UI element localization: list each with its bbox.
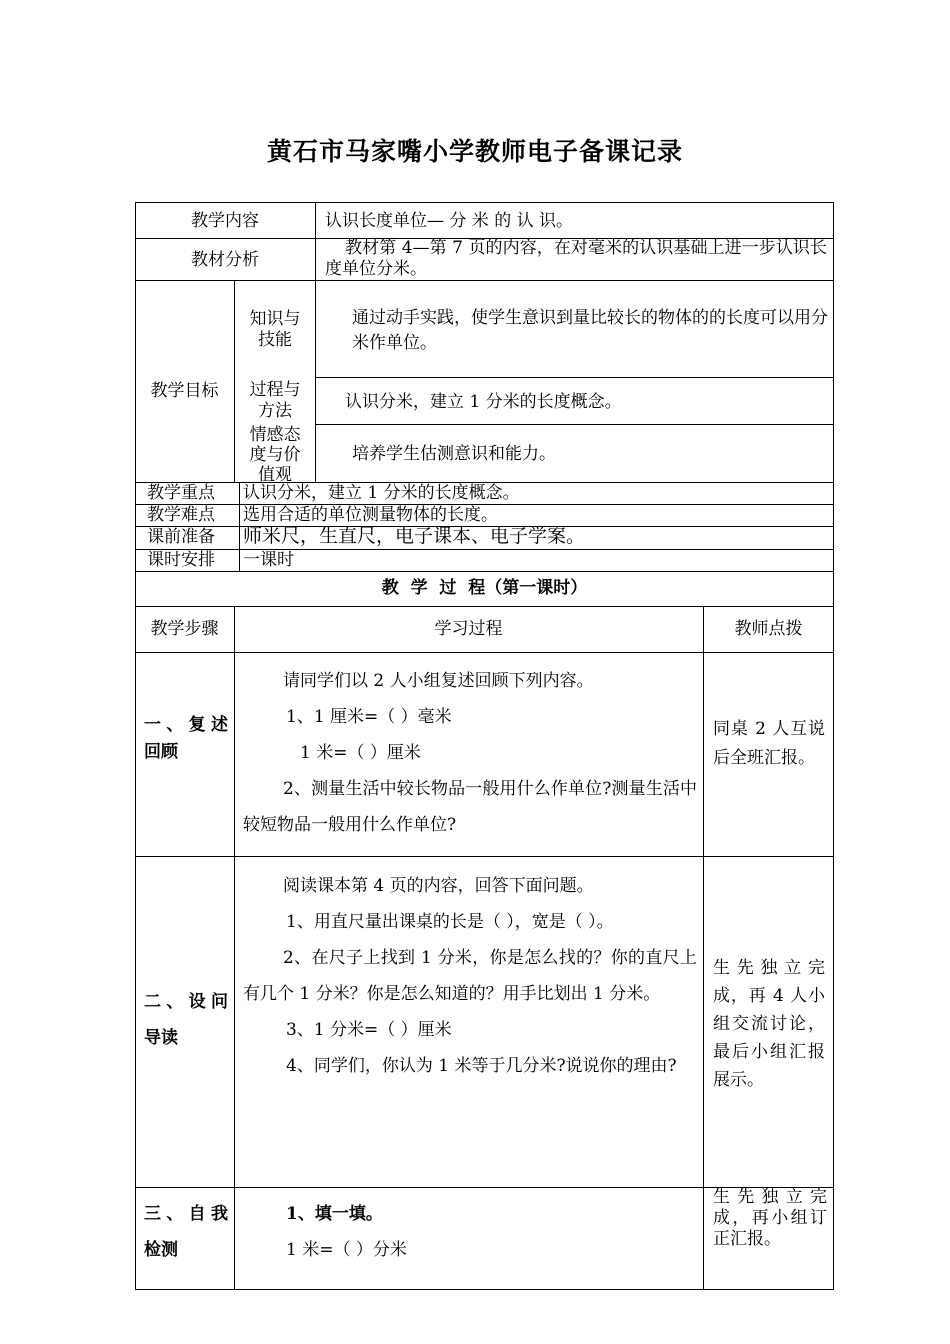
list-item: 1、填一填。 <box>286 1204 383 1224</box>
goal-process-label: 过程与方法 <box>249 380 301 421</box>
list-item: 4、同学们，你认为 1 米等于几分米?说说你的理由? <box>286 1056 677 1076</box>
difficulty-value: 选用合适的单位测量物体的长度。 <box>243 505 498 525</box>
list-item: 请同学们以 2 人小组复述回顾下列内容。 <box>283 671 594 691</box>
learning-review <box>243 663 697 843</box>
note-self-check: 生先独立完成，再小组订正汇报。 <box>713 1187 827 1249</box>
content-label: 教学内容 <box>191 211 259 231</box>
list-item: 1 米=（ ）厘米 <box>300 743 421 763</box>
list-item: 1、1 厘米=（ ）毫米 <box>286 707 452 727</box>
goal-knowledge-text: 通过动手实践，使学生意识到量比较长的物体的的长度可以用分米作单位。 <box>352 308 828 353</box>
note-guided-reading: 生先独立完成，再 4 人小组交流讨论，最后小组汇报展示。 <box>713 958 825 1090</box>
note-review: 同桌 2 人互说后全班汇报。 <box>713 719 825 768</box>
learning-self-check <box>243 1196 697 1268</box>
step-self-check: 三、自我检测 <box>144 1204 228 1260</box>
key-value: 认识分米，建立 1 分米的长度概念。 <box>243 483 520 503</box>
learning-guided-reading <box>243 868 697 1084</box>
difficulty-label: 教学难点 <box>147 505 215 525</box>
key-label: 教学重点 <box>147 483 215 503</box>
process-heading: 教 学 过 程（第一课时） <box>381 578 588 598</box>
document-title: 黄石市马家嘴小学教师电子备课记录 <box>266 137 683 166</box>
col-teacher-header: 教师点拨 <box>734 619 803 639</box>
list-item: 2、在尺子上找到 1 分米，你是怎么找的？你的直尺上有几个 1 分米？你是怎么知道的？用手比划出 1 分米。 <box>243 948 697 1004</box>
analysis-label: 教材分析 <box>191 250 259 270</box>
list-item: 1、用直尺量出课桌的长是（ ），宽是（ ）。 <box>286 912 614 932</box>
step-guided-reading: 二、设问导读 <box>144 992 228 1048</box>
content-value: 认识长度单位— 分 米 的 认 识。 <box>325 211 574 231</box>
analysis-value: 教材第 4—第 7 页的内容，在对毫米的认识基础上进一步认识长度单位分米。 <box>325 238 827 279</box>
goal-knowledge-label: 知识与技能 <box>249 309 301 350</box>
goal-process-text: 认识分米，建立 1 分米的长度概念。 <box>345 392 622 412</box>
list-item: 1 米=（ ）分米 <box>286 1240 407 1260</box>
step-review: 一、复述回顾 <box>144 715 228 762</box>
list-item: 3、1 分米=（ ）厘米 <box>286 1020 452 1040</box>
goals-label: 教学目标 <box>150 381 219 401</box>
schedule-label: 课时安排 <box>147 550 215 570</box>
goal-attitude-text: 培养学生估测意识和能力。 <box>352 444 556 464</box>
prep-label: 课前准备 <box>147 527 215 547</box>
goal-attitude-label: 情感态度与价值观 <box>249 425 301 485</box>
list-item: 阅读课本第 4 页的内容，回答下面问题。 <box>283 876 594 896</box>
list-item: 2、测量生活中较长物品一般用什么作单位?测量生活中较短物品一般用什么作单位? <box>243 779 697 835</box>
col-step-header: 教学步骤 <box>150 619 219 639</box>
schedule-value: 一课时 <box>243 550 294 570</box>
col-learning-header: 学习过程 <box>434 619 503 639</box>
prep-value: 师米尺，生直尺，电子课本、电子学案。 <box>243 525 586 547</box>
